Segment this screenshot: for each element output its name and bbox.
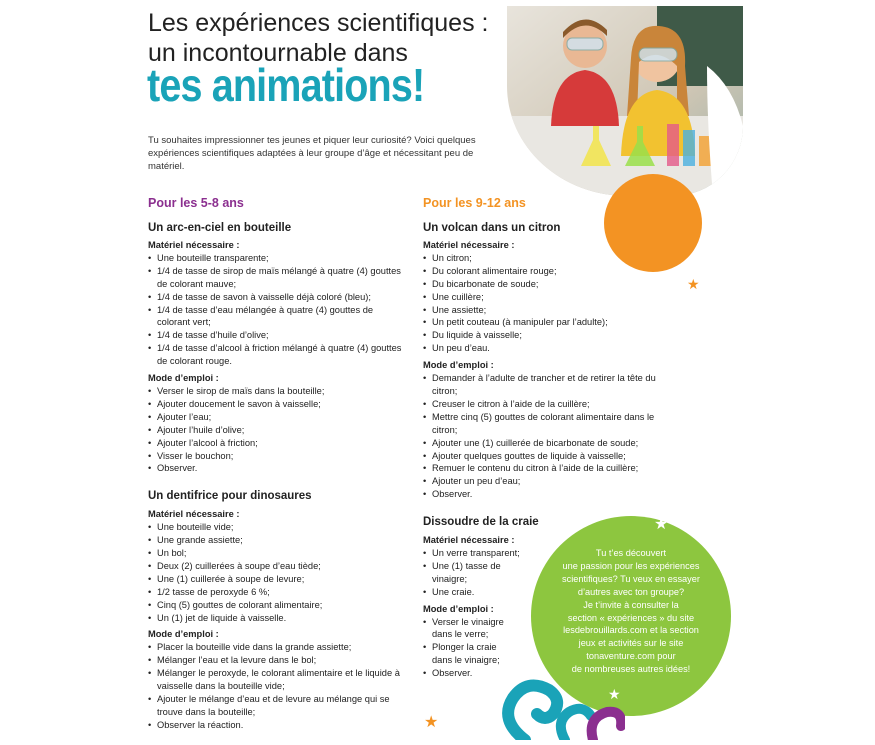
star-icon: ★: [424, 714, 439, 731]
list-item: • Ajouter l’alcool à friction;: [148, 437, 403, 450]
list-item: • Observer.: [423, 667, 518, 680]
list-item: • Mélanger l’eau et la levure dans le bol;: [148, 654, 403, 667]
list-item: • Placer la bouteille vide dans la grande assiette;: [148, 641, 403, 654]
steps-label: Mode d’emploi :: [148, 373, 219, 384]
list-item: • Une craie.: [423, 586, 513, 599]
decorative-swirl: [495, 660, 625, 745]
list-item: • Du bicarbonate de soude;: [423, 278, 658, 291]
materials-label: Matériel nécessaire :: [423, 240, 515, 250]
list-item: • Observer.: [423, 488, 658, 501]
list-item: • Plonger la craie dans le vinaigre;: [423, 641, 518, 667]
materials-list: [148, 521, 403, 624]
materials-list: [148, 252, 403, 368]
steps-label: Mode d’emploi :: [423, 603, 494, 614]
list-item: • Une (1) cuillerée à soupe de levure;: [148, 573, 403, 586]
list-item: • Ajouter un peu d’eau;: [423, 475, 658, 488]
list-item: • Observer.: [148, 462, 403, 475]
list-item: • Mélanger le peroxyde, le colorant alimentaire et le liquide à vaisselle dans la bouteille vide;: [148, 667, 403, 693]
title-highlight: tes animations!: [147, 59, 425, 111]
list-item: • Du colorant alimentaire rouge;: [423, 265, 658, 278]
list-item: • Du liquide à vaisselle;: [423, 329, 658, 342]
kids-science-photo: [507, 6, 743, 196]
steps-label: Mode d’emploi :: [148, 629, 219, 640]
list-item: • Un (1) jet de liquide à vaisselle.: [148, 612, 403, 625]
list-item: • Verser le vinaigre dans le verre;: [423, 616, 518, 642]
list-item: • Deux (2) cuillerées à soupe d’eau tiède;: [148, 560, 403, 573]
list-item: • Mettre cinq (5) gouttes de colorant alimentaire dans le citron;: [423, 411, 658, 437]
list-item: • Un peu d’eau.: [423, 342, 658, 355]
list-item: • Un citron;: [423, 252, 658, 265]
list-item: • Visser le bouchon;: [148, 450, 403, 463]
age-heading-9-12: Pour les 9-12 ans: [423, 196, 526, 210]
callout-line: Je t’invite à consulter la: [583, 599, 679, 610]
materials-label: Matériel nécessaire :: [148, 240, 240, 250]
star-icon: ★: [687, 276, 700, 292]
title-line-2: un incontournable dans: [148, 39, 408, 67]
list-item: • 1/4 de tasse d’eau mélangée à quatre (4) gouttes de colorant vert;: [148, 304, 403, 330]
list-item: • 1/4 de tasse de sirop de maïs mélangé à quatre (4) gouttes de colorant mauve;: [148, 265, 403, 291]
experiment-title: Un dentifrice pour dinosaures: [148, 490, 312, 503]
steps-list: [148, 641, 403, 731]
list-item: • 1/4 de tasse de savon à vaisselle déjà coloré (bleu);: [148, 291, 403, 304]
experiment-title: Un volcan dans un citron: [423, 222, 561, 234]
list-item: • Ajouter l’huile d’olive;: [148, 424, 403, 437]
materials-list: [423, 252, 658, 355]
list-item: • Un petit couteau (à manipuler par l’adulte);: [423, 316, 658, 329]
callout-line: scientifiques? Tu veux en essayer: [562, 573, 700, 584]
materials-list: [423, 547, 520, 599]
steps-label: Mode d’emploi :: [423, 360, 494, 371]
list-item: • Ajouter le mélange d’eau et de levure au mélange qui se trouve dans la bouteille;: [148, 693, 403, 719]
callout-line: de nombreuses autres idées!: [571, 664, 691, 675]
list-item: • Ajouter l’eau;: [148, 411, 403, 424]
title-line-1: Les expériences scientifiques :: [148, 9, 489, 37]
list-item: • Observer la réaction.: [148, 719, 403, 732]
materials-label: Matériel nécessaire :: [148, 509, 240, 520]
list-item: • Une bouteille transparente;: [148, 252, 403, 265]
materials-label: Matériel nécessaire :: [423, 535, 515, 546]
list-item: • Remuer le contenu du citron à l’aide de la cuillère;: [423, 462, 658, 475]
steps-list: [148, 385, 403, 475]
callout-line: une passion pour les expériences: [562, 560, 700, 571]
list-item: • 1/4 de tasse d’alcool à friction mélangé à quatre (4) gouttes de colorant rouge.: [148, 342, 403, 368]
list-item: • Cinq (5) gouttes de colorant alimentaire;: [148, 599, 403, 612]
list-item: • Creuser le citron à l’aide de la cuillère;: [423, 398, 658, 411]
callout-line: section « expériences » du site: [567, 612, 695, 623]
list-item: • 1/2 tasse de peroxyde 6 %;: [148, 586, 403, 599]
list-item: • Une bouteille vide;: [148, 521, 403, 534]
list-item: • Un bol;: [148, 547, 403, 560]
left-column: [148, 195, 403, 732]
steps-list: [423, 372, 658, 501]
list-item: • Une (1) tasse de vinaigre;: [423, 560, 513, 586]
list-item: • Ajouter une (1) cuillerée de bicarbonate de soude;: [423, 437, 658, 450]
callout-line: tonaventure.com pour: [586, 651, 676, 662]
callout-line: jeux et activités sur le site: [578, 638, 684, 649]
list-item: • Verser le sirop de maïs dans la bouteille;: [148, 385, 403, 398]
star-icon: ★: [654, 516, 669, 533]
age-heading-5-8: Pour les 5-8 ans: [148, 196, 244, 210]
list-item: • 1/4 de tasse d’huile d’olive;: [148, 329, 403, 342]
experiment-title: Un arc-en-ciel en bouteille: [148, 222, 292, 234]
callout-line: lesdebrouillards.com et la section: [563, 625, 699, 636]
list-item: • Une grande assiette;: [148, 534, 403, 547]
list-item: • Une cuillère;: [423, 291, 658, 304]
intro-paragraph: Tu souhaites impressionner tes jeunes et piquer leur curiosité? Voici quelques expériences scientifiques adaptées à leur groupe d’âge et nécessitant peu de matériel.: [148, 135, 476, 172]
list-item: • Un verre transparent;: [423, 547, 562, 560]
experiment-title: Dissoudre de la craie: [423, 516, 539, 529]
callout-text: [555, 547, 707, 676]
callout-line: d’autres avec ton groupe?: [577, 586, 685, 597]
list-item: • Ajouter doucement le savon à vaisselle;: [148, 398, 403, 411]
star-icon: ★: [608, 686, 621, 702]
callout-line: Tu t’es découvert: [595, 548, 667, 558]
list-item: • Une assiette;: [423, 304, 658, 317]
list-item: • Ajouter quelques gouttes de liquide à vaisselle;: [423, 450, 658, 463]
list-item: • Demander à l’adulte de trancher et de retirer la tête du citron;: [423, 372, 658, 398]
